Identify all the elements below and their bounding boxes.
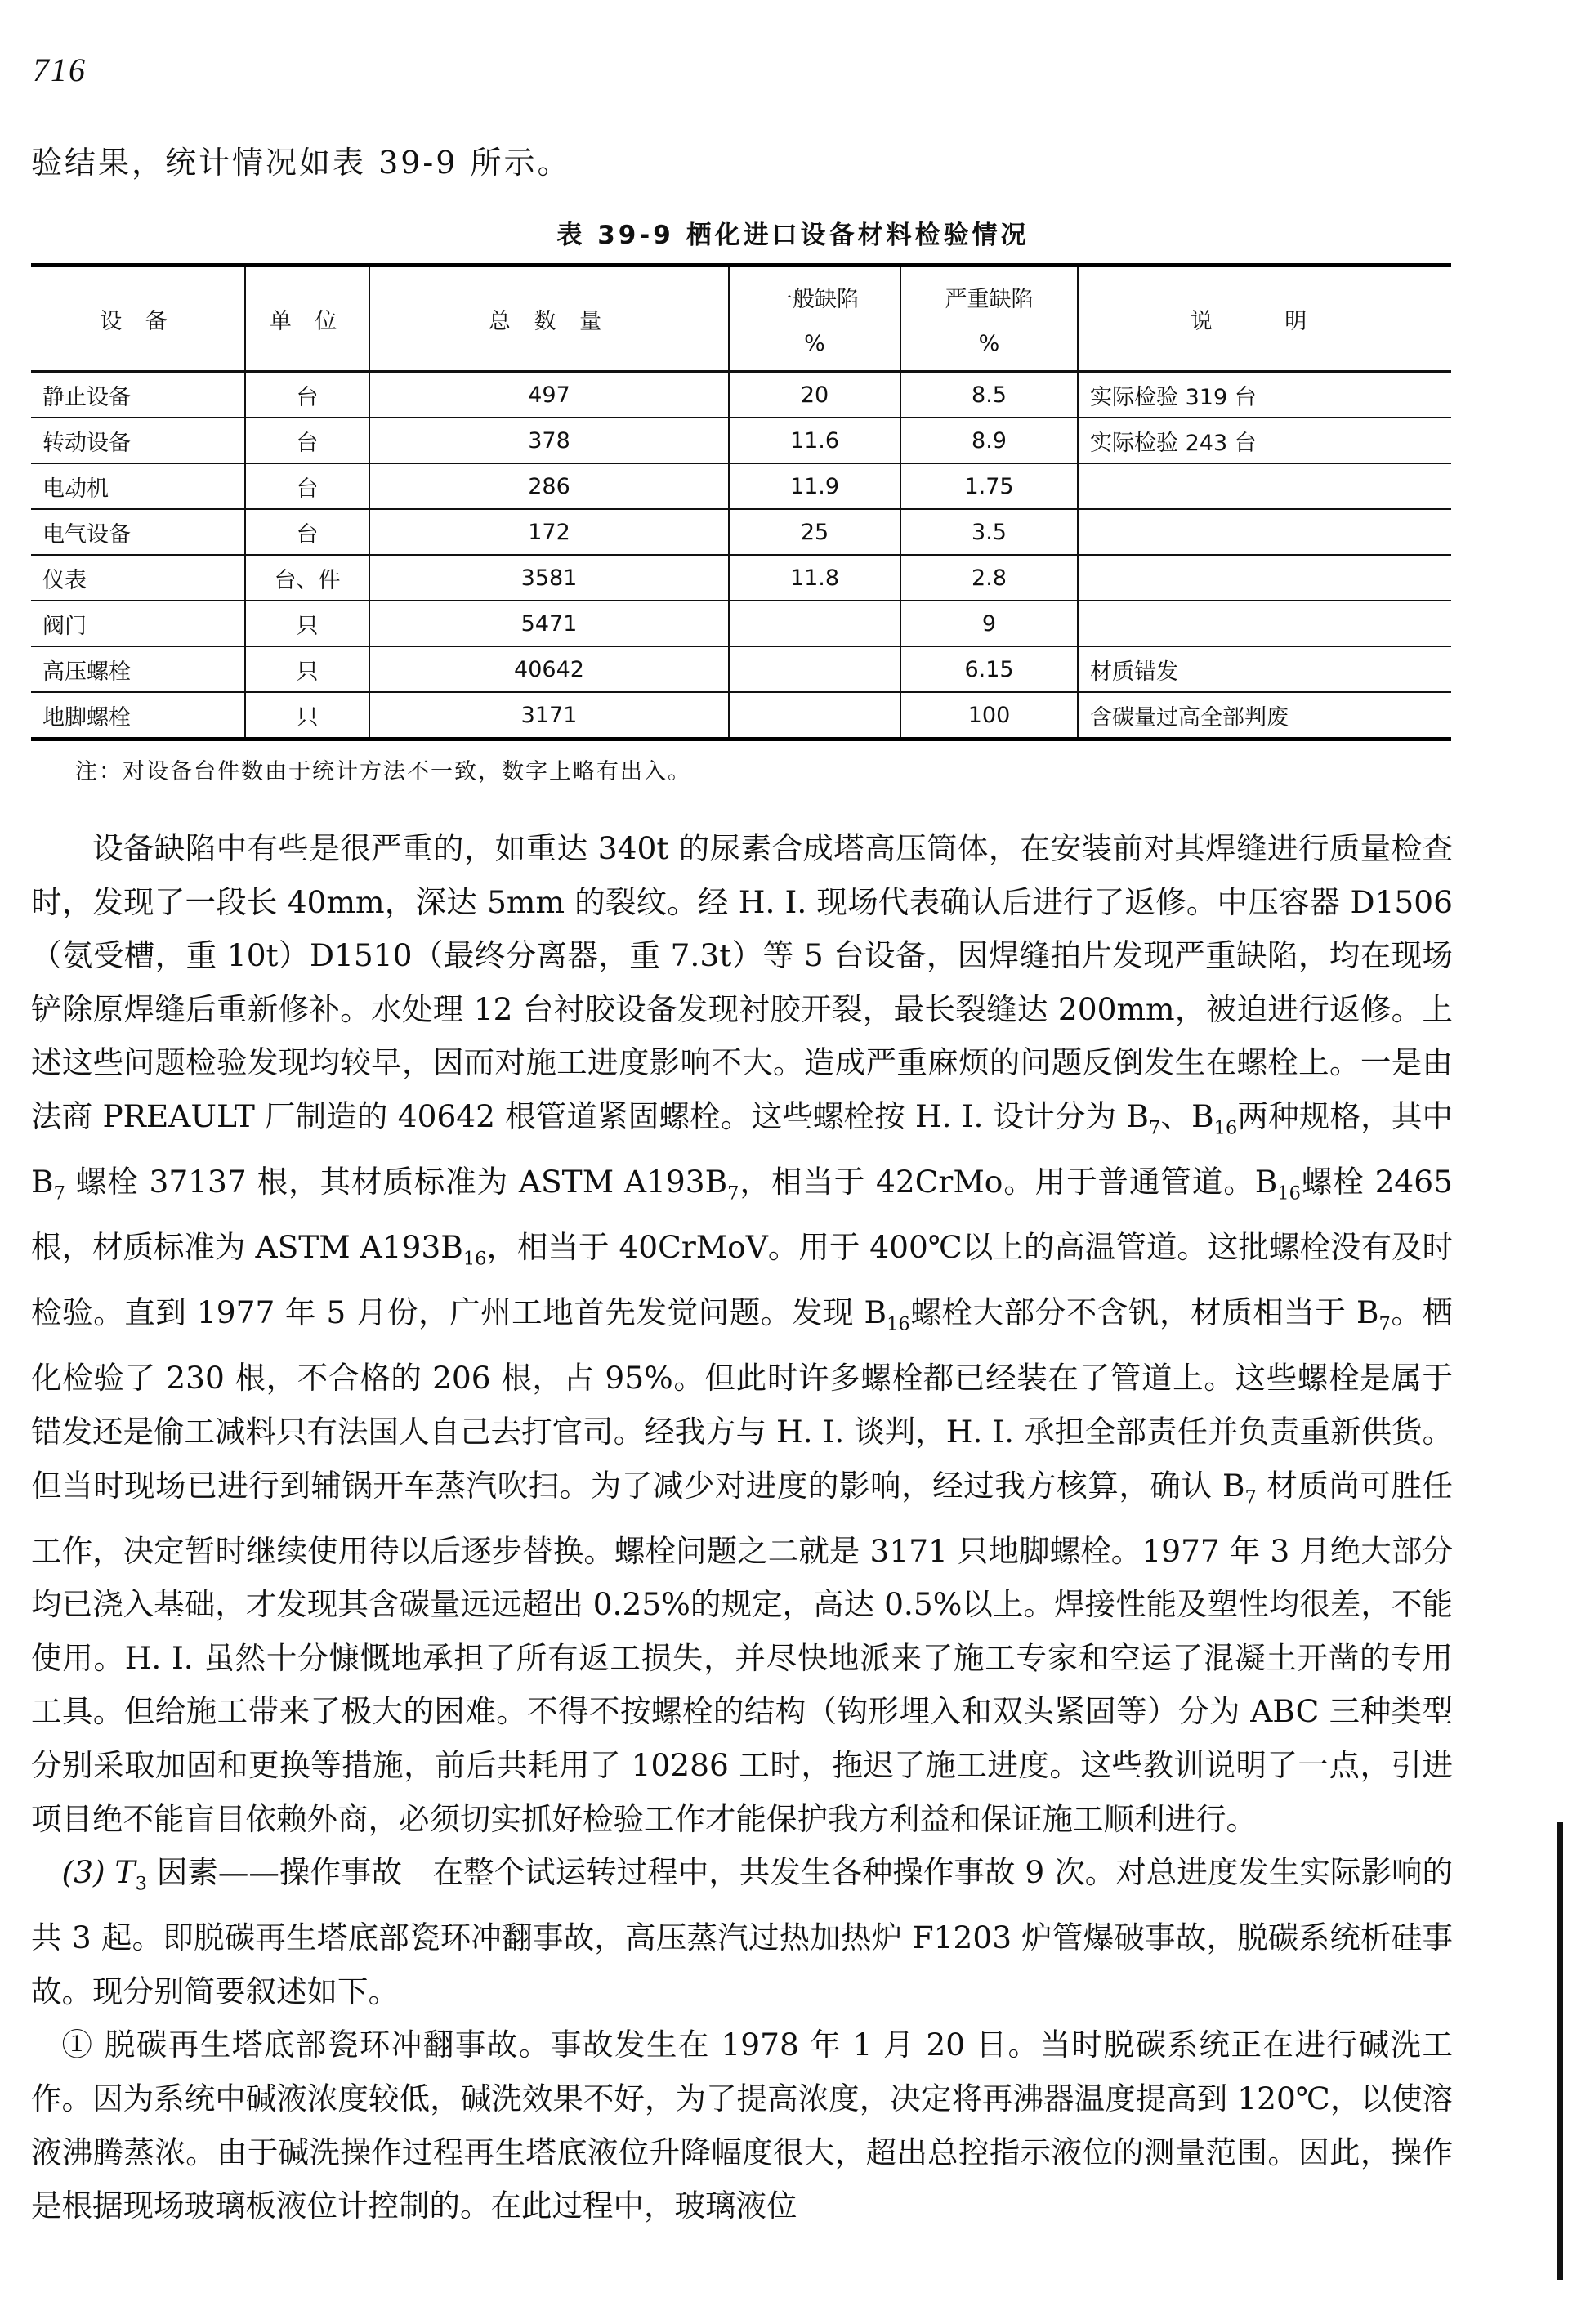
table-caption: 表 39-9 栖化进口设备材料检验情况 bbox=[556, 221, 1030, 250]
cell-total: 3171 bbox=[369, 692, 729, 740]
cell-unit: 只 bbox=[245, 646, 369, 692]
subscript: 16 bbox=[1213, 1117, 1238, 1139]
table-footnote: 注：对设备台件数由于统计方法不一致，数字上略有出入。 bbox=[75, 759, 691, 784]
cell-note bbox=[1078, 509, 1451, 555]
subscript: 7 bbox=[53, 1182, 65, 1204]
subscript: 7 bbox=[1378, 1313, 1391, 1335]
cell-serious: 9 bbox=[900, 601, 1078, 646]
subscript: 7 bbox=[1244, 1486, 1257, 1508]
subscript: 16 bbox=[887, 1313, 910, 1335]
text-run: 螺栓 2465 根，材质标准为 ASTM A193B bbox=[31, 1164, 1454, 1266]
cell-equipment: 静止设备 bbox=[31, 372, 245, 418]
text-run: 螺栓大部分不含钒，材质相当于 B bbox=[909, 1294, 1379, 1331]
cell-general bbox=[729, 601, 900, 646]
table-row bbox=[31, 692, 1451, 740]
cell-total: 172 bbox=[369, 509, 729, 555]
cell-total: 3581 bbox=[369, 555, 729, 601]
table-row bbox=[31, 601, 1451, 646]
text-run: 螺栓 37137 根，其材质标准为 ASTM A193B bbox=[65, 1164, 728, 1200]
text-run: 、B bbox=[1160, 1097, 1214, 1134]
cell-total: 378 bbox=[369, 418, 729, 463]
table-row bbox=[31, 372, 1451, 418]
cell-unit: 只 bbox=[245, 601, 369, 646]
inspection-table bbox=[31, 263, 1451, 741]
text-run: 设备缺陷中有些是很严重的，如重达 340t 的尿素合成塔高压筒体，在安装前对其焊缝进行质量检查时，发现了一段长 40mm，深达 5mm 的裂纹。经 H. I. 现场代表确认后进行了返修。中压容器 D1506（氨受槽，重 10t）D1510（最终分离器，重 7.3t）等 5 台设备，因焊缝拍片发现严重缺陷，均在现场铲除原焊缝后重新修补。水处理 12 台衬胶设备发现衬胶开裂，最长裂缝达 200mm，被迫进行返修。上述这些问题检验发现均较早，因而对施工进度影响不大。造成严重麻烦的问题反倒发生在螺栓上。一是由法商 PREAULT 厂制造的 40642 根管道紧固螺栓。这些螺栓按 H. I. 设计分为 B bbox=[31, 830, 1453, 1134]
cell-general bbox=[729, 646, 900, 692]
cell-serious: 6.15 bbox=[900, 646, 1078, 692]
cell-unit: 台、件 bbox=[245, 555, 369, 601]
table-row bbox=[31, 646, 1451, 692]
cell-equipment: 阀门 bbox=[31, 601, 245, 646]
subscript: 16 bbox=[462, 1248, 487, 1270]
text-run: 因素——操作事故 在整个试运转过程中，共发生各种操作事故 9 次。对总进度发生实际影响的共 3 起。即脱碳再生塔底部瓷环冲翻事故，高压蒸汽过热加热炉 F1203 炉管爆破事故，脱碳系统析硅事故。现分别简要叙述如下。 bbox=[31, 1854, 1453, 2009]
body-text bbox=[31, 822, 1453, 2233]
cell-note: 含碳量过高全部判废 bbox=[1078, 692, 1451, 740]
text-run: 两种规格，其中 B bbox=[31, 1097, 1454, 1200]
cell-equipment: 地脚螺栓 bbox=[31, 692, 245, 740]
header-serious-defect-label: 严重缺陷 bbox=[945, 287, 1034, 312]
cell-serious: 8.9 bbox=[900, 418, 1078, 463]
table-row bbox=[31, 463, 1451, 509]
cell-general: 11.8 bbox=[729, 555, 900, 601]
cell-equipment: 转动设备 bbox=[31, 418, 245, 463]
cell-note: 实际检验 319 台 bbox=[1078, 372, 1451, 418]
cell-serious: 100 bbox=[900, 692, 1078, 740]
section-label: (3) T bbox=[61, 1854, 136, 1891]
cell-note: 材质错发 bbox=[1078, 646, 1451, 692]
cell-equipment: 电气设备 bbox=[31, 509, 245, 555]
cell-general: 11.9 bbox=[729, 463, 900, 509]
cell-equipment: 高压螺栓 bbox=[31, 646, 245, 692]
header-serious-defect-unit: % bbox=[978, 331, 1000, 356]
cell-note: 实际检验 243 台 bbox=[1078, 418, 1451, 463]
header-general-defect-label: 一般缺陷 bbox=[771, 287, 859, 312]
cell-note bbox=[1078, 555, 1451, 601]
cell-total: 286 bbox=[369, 463, 729, 509]
cell-serious: 2.8 bbox=[900, 555, 1078, 601]
text-run: ，相当于 42CrMo。用于普通管道。B bbox=[739, 1164, 1278, 1200]
cell-general: 11.6 bbox=[729, 418, 900, 463]
cell-total: 497 bbox=[369, 372, 729, 418]
text-run: ，相当于 40CrMoV。用于 400℃以上的高温管道。这批螺栓没有及时检验。直到 1977 年 5 月份，广州工地首先发觉问题。发现 B bbox=[31, 1229, 1453, 1331]
cell-equipment: 电动机 bbox=[31, 463, 245, 509]
subscript: 7 bbox=[727, 1182, 739, 1204]
header-general-defect-unit: % bbox=[804, 331, 825, 356]
header-unit: 单 位 bbox=[245, 266, 369, 372]
table-row bbox=[31, 509, 1451, 555]
header-general-defect bbox=[729, 266, 900, 372]
cell-note bbox=[1078, 601, 1451, 646]
cell-unit: 台 bbox=[245, 509, 369, 555]
cell-total: 40642 bbox=[369, 646, 729, 692]
subscript: 16 bbox=[1277, 1182, 1301, 1204]
text-run: 材质尚可胜任工作，决定暂时继续使用待以后逐步替换。螺栓问题之二就是 3171 只地脚螺栓。1977 年 3 月绝大部分均已浇入基础，才发现其含碳量远远超出 0.25%的规定，高达 0.5%以上。焊接性能及塑性均很差，不能使用。H. I. 虽然十分慷慨地承担了所有返工损失，并尽快地派来了施工专家和空运了混凝土开凿的专用工具。但给施工带来了极大的困难。不得不按螺栓的结构（钩形埋入和双头紧固等）分为 ABC 三种类型分别采取加固和更换等措施，前后共耗用了 10286 工时，拖迟了施工进度。这些教训说明了一点，引进项目绝不能盲目依赖外商，必须切实抓好检验工作才能保护我方利益和保证施工顺利进行。 bbox=[31, 1467, 1453, 1837]
cell-serious: 3.5 bbox=[900, 509, 1078, 555]
cell-general: 20 bbox=[729, 372, 900, 418]
cell-unit: 台 bbox=[245, 463, 369, 509]
intro-line: 验结果，统计情况如表 39-9 所示。 bbox=[31, 145, 571, 181]
scan-edge-mark bbox=[1557, 1822, 1563, 2280]
header-equipment: 设 备 bbox=[31, 266, 245, 372]
paragraph-decarbonization-accident: ① 脱碳再生塔底部瓷环冲翻事故。事故发生在 1978 年 1 月 20 日。当时脱碳系统正在进行碱洗工作。因为系统中碱液浓度较低，碱洗效果不好，为了提高浓度，决定将再沸器温度提高到 120℃，以使溶液沸腾蒸浓。由于碱洗操作过程再生塔底液位升降幅度很大，超出总控指示液位的测量范围。因此，操作是根据现场玻璃板液位计控制的。在此过程中，玻璃液位 bbox=[31, 2027, 1453, 2224]
table-row bbox=[31, 418, 1451, 463]
cell-serious: 8.5 bbox=[900, 372, 1078, 418]
header-total: 总 数 量 bbox=[369, 266, 729, 372]
header-serious-defect bbox=[900, 266, 1078, 372]
cell-equipment: 仪表 bbox=[31, 555, 245, 601]
table-header-row bbox=[31, 266, 1451, 372]
cell-general: 25 bbox=[729, 509, 900, 555]
subscript: 3 bbox=[135, 1873, 147, 1895]
cell-serious: 1.75 bbox=[900, 463, 1078, 509]
cell-unit: 台 bbox=[245, 418, 369, 463]
text-run: 。栖化检验了 230 根，不合格的 206 根，占 95%。但此时许多螺栓都已经装在了管道上。这些螺栓是属于错发还是偷工减料只有法国人自己去打官司。经我方与 H. I. 谈判，H. I. 承担全部责任并负责重新供货。但当时现场已进行到辅锅开车蒸汽吹扫。为了减少对进度的影响，经过我方核算，确认 B bbox=[31, 1294, 1454, 1504]
table-row bbox=[31, 555, 1451, 601]
paragraph-operation-accidents bbox=[31, 1846, 1453, 2018]
paragraph-bolt-defects bbox=[31, 822, 1453, 1846]
header-note: 说 明 bbox=[1078, 266, 1451, 372]
cell-general bbox=[729, 692, 900, 740]
cell-total: 5471 bbox=[369, 601, 729, 646]
cell-unit: 只 bbox=[245, 692, 369, 740]
page-number: 716 bbox=[33, 51, 87, 88]
subscript: 7 bbox=[1148, 1117, 1161, 1139]
cell-note bbox=[1078, 463, 1451, 509]
cell-unit: 台 bbox=[245, 372, 369, 418]
